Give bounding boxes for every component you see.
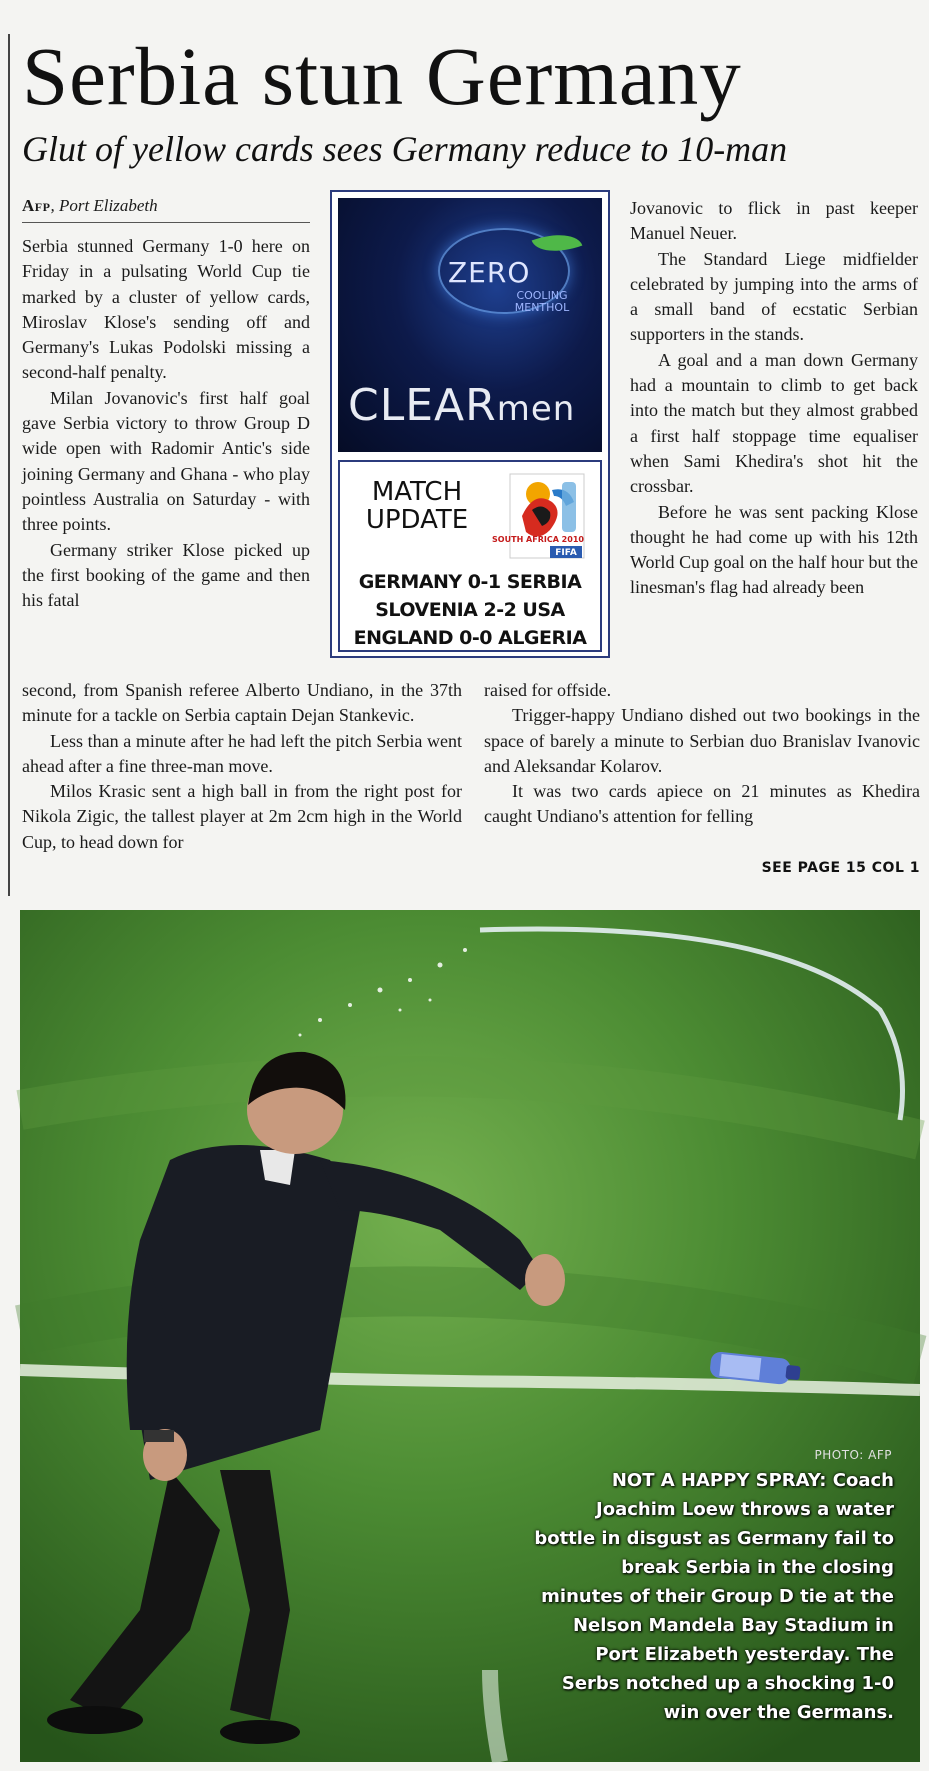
- match-update-title: [352, 478, 482, 534]
- ad-brand-clear: CLEAR: [348, 380, 497, 431]
- fifa-text: FIFA: [555, 548, 577, 558]
- news-photo: [20, 910, 920, 1762]
- ad-zero-text: ZERO: [448, 256, 531, 289]
- paragraph: Trigger-happy Undiano dished out two bookings in the space of barely a minute to Serbian duo Branislav Ivanovic and Aleksandar Kolarov.: [484, 705, 920, 776]
- score-line: GERMANY 0-1 SERBIA: [358, 571, 582, 593]
- paragraph: The Standard Liege midfielder celebrated by jumping into the arms of a small band of ecstatic Serbian supporters in the stands.: [630, 248, 918, 345]
- paragraph: Jovanovic to flick in past keeper Manuel Neuer.: [630, 198, 918, 244]
- photo-credit: PHOTO: AFP: [814, 1448, 892, 1462]
- article-wide-right: [484, 678, 920, 830]
- byline-agency: Afp: [22, 196, 51, 215]
- article-column-3: [630, 196, 918, 601]
- byline: [22, 194, 310, 223]
- paragraph: Milos Krasic sent a high ball in from the right post for Nikola Zigic, the tallest player at 2m 2cm high in the World Cup, to head down for: [22, 781, 462, 852]
- paragraph: Serbia stunned Germany 1-0 here on Friday in a pulsating World Cup tie marked by a cluster of yellow cards, Miroslav Klose's sending off and Germany's Lukas Podolski missing a second-half penalty.: [22, 236, 310, 383]
- paragraph: A goal and a man down Germany had a mountain to climb to get back into the match but they almost grabbed a first half stoppage time equaliser when Sami Khedira's shot hit the crossbar.: [630, 349, 918, 497]
- score-line: SLOVENIA 2-2 USA: [375, 599, 565, 621]
- byline-place: , Port Elizabeth: [50, 196, 158, 215]
- headline: Serbia stun Germany: [22, 30, 742, 122]
- paragraph: Before he was sent packing Klose thought he had come up with his 12th World Cup goal on the half hour but the linesman's flag had already been: [630, 501, 918, 598]
- article-wide-left: [22, 678, 462, 855]
- paragraph: second, from Spanish referee Alberto Undiano, in the 37th minute for a tackle on Serbia captain Dejan Stankevic.: [22, 680, 462, 726]
- subheadline: Glut of yellow cards sees Germany reduce to 10-man: [22, 129, 788, 169]
- photo-caption: [534, 1466, 894, 1727]
- match-title-line: MATCH: [371, 477, 463, 507]
- clearmen-ad: [338, 198, 602, 452]
- paragraph: Germany striker Klose picked up the first booking of the game and then his fatal: [22, 539, 310, 611]
- logo-text: SOUTH AFRICA 2010: [492, 535, 584, 544]
- match-update-box: [338, 460, 602, 652]
- ad-brand-men: men: [496, 389, 576, 429]
- paragraph: raised for offside.: [484, 680, 612, 700]
- paragraph: It was two cards apiece on 21 minutes as Khedira caught Undiano's attention for felling: [484, 781, 920, 827]
- column-rule: [8, 34, 10, 896]
- match-title-line: UPDATE: [365, 505, 469, 535]
- paragraph: Less than a minute after he had left the pitch Serbia went ahead after a fine three-man move.: [22, 730, 462, 776]
- caption-lead: NOT A HAPPY SPRAY:: [611, 1470, 827, 1491]
- world-cup-logo-icon: [492, 472, 586, 560]
- jump-line: SEE PAGE 15 COL 1: [761, 860, 920, 876]
- ad-cooling-text: COOLING MENTHOL: [514, 289, 570, 314]
- ad-brand: [348, 380, 575, 431]
- caption-body: Coach Joachim Loew throws a water bottle in disgust as Germany fail to break Serbia in the closing minutes of their Group D tie at the Nelson Mandela Bay Stadium in Port Elizabeth yesterday. The Serbs notched up a shocking 1-0 win over the Germans.: [534, 1470, 894, 1723]
- article-column-1: [22, 234, 310, 613]
- advertisement-box: [330, 190, 610, 658]
- score-line: ENGLAND 0-0 ALGERIA: [353, 627, 587, 649]
- paragraph: Milan Jovanovic's first half goal gave Serbia victory to throw Group D wide open with Radomir Antic's side joining Germany and Ghana - who play pointless Australia on Saturday - with three points.: [22, 387, 310, 535]
